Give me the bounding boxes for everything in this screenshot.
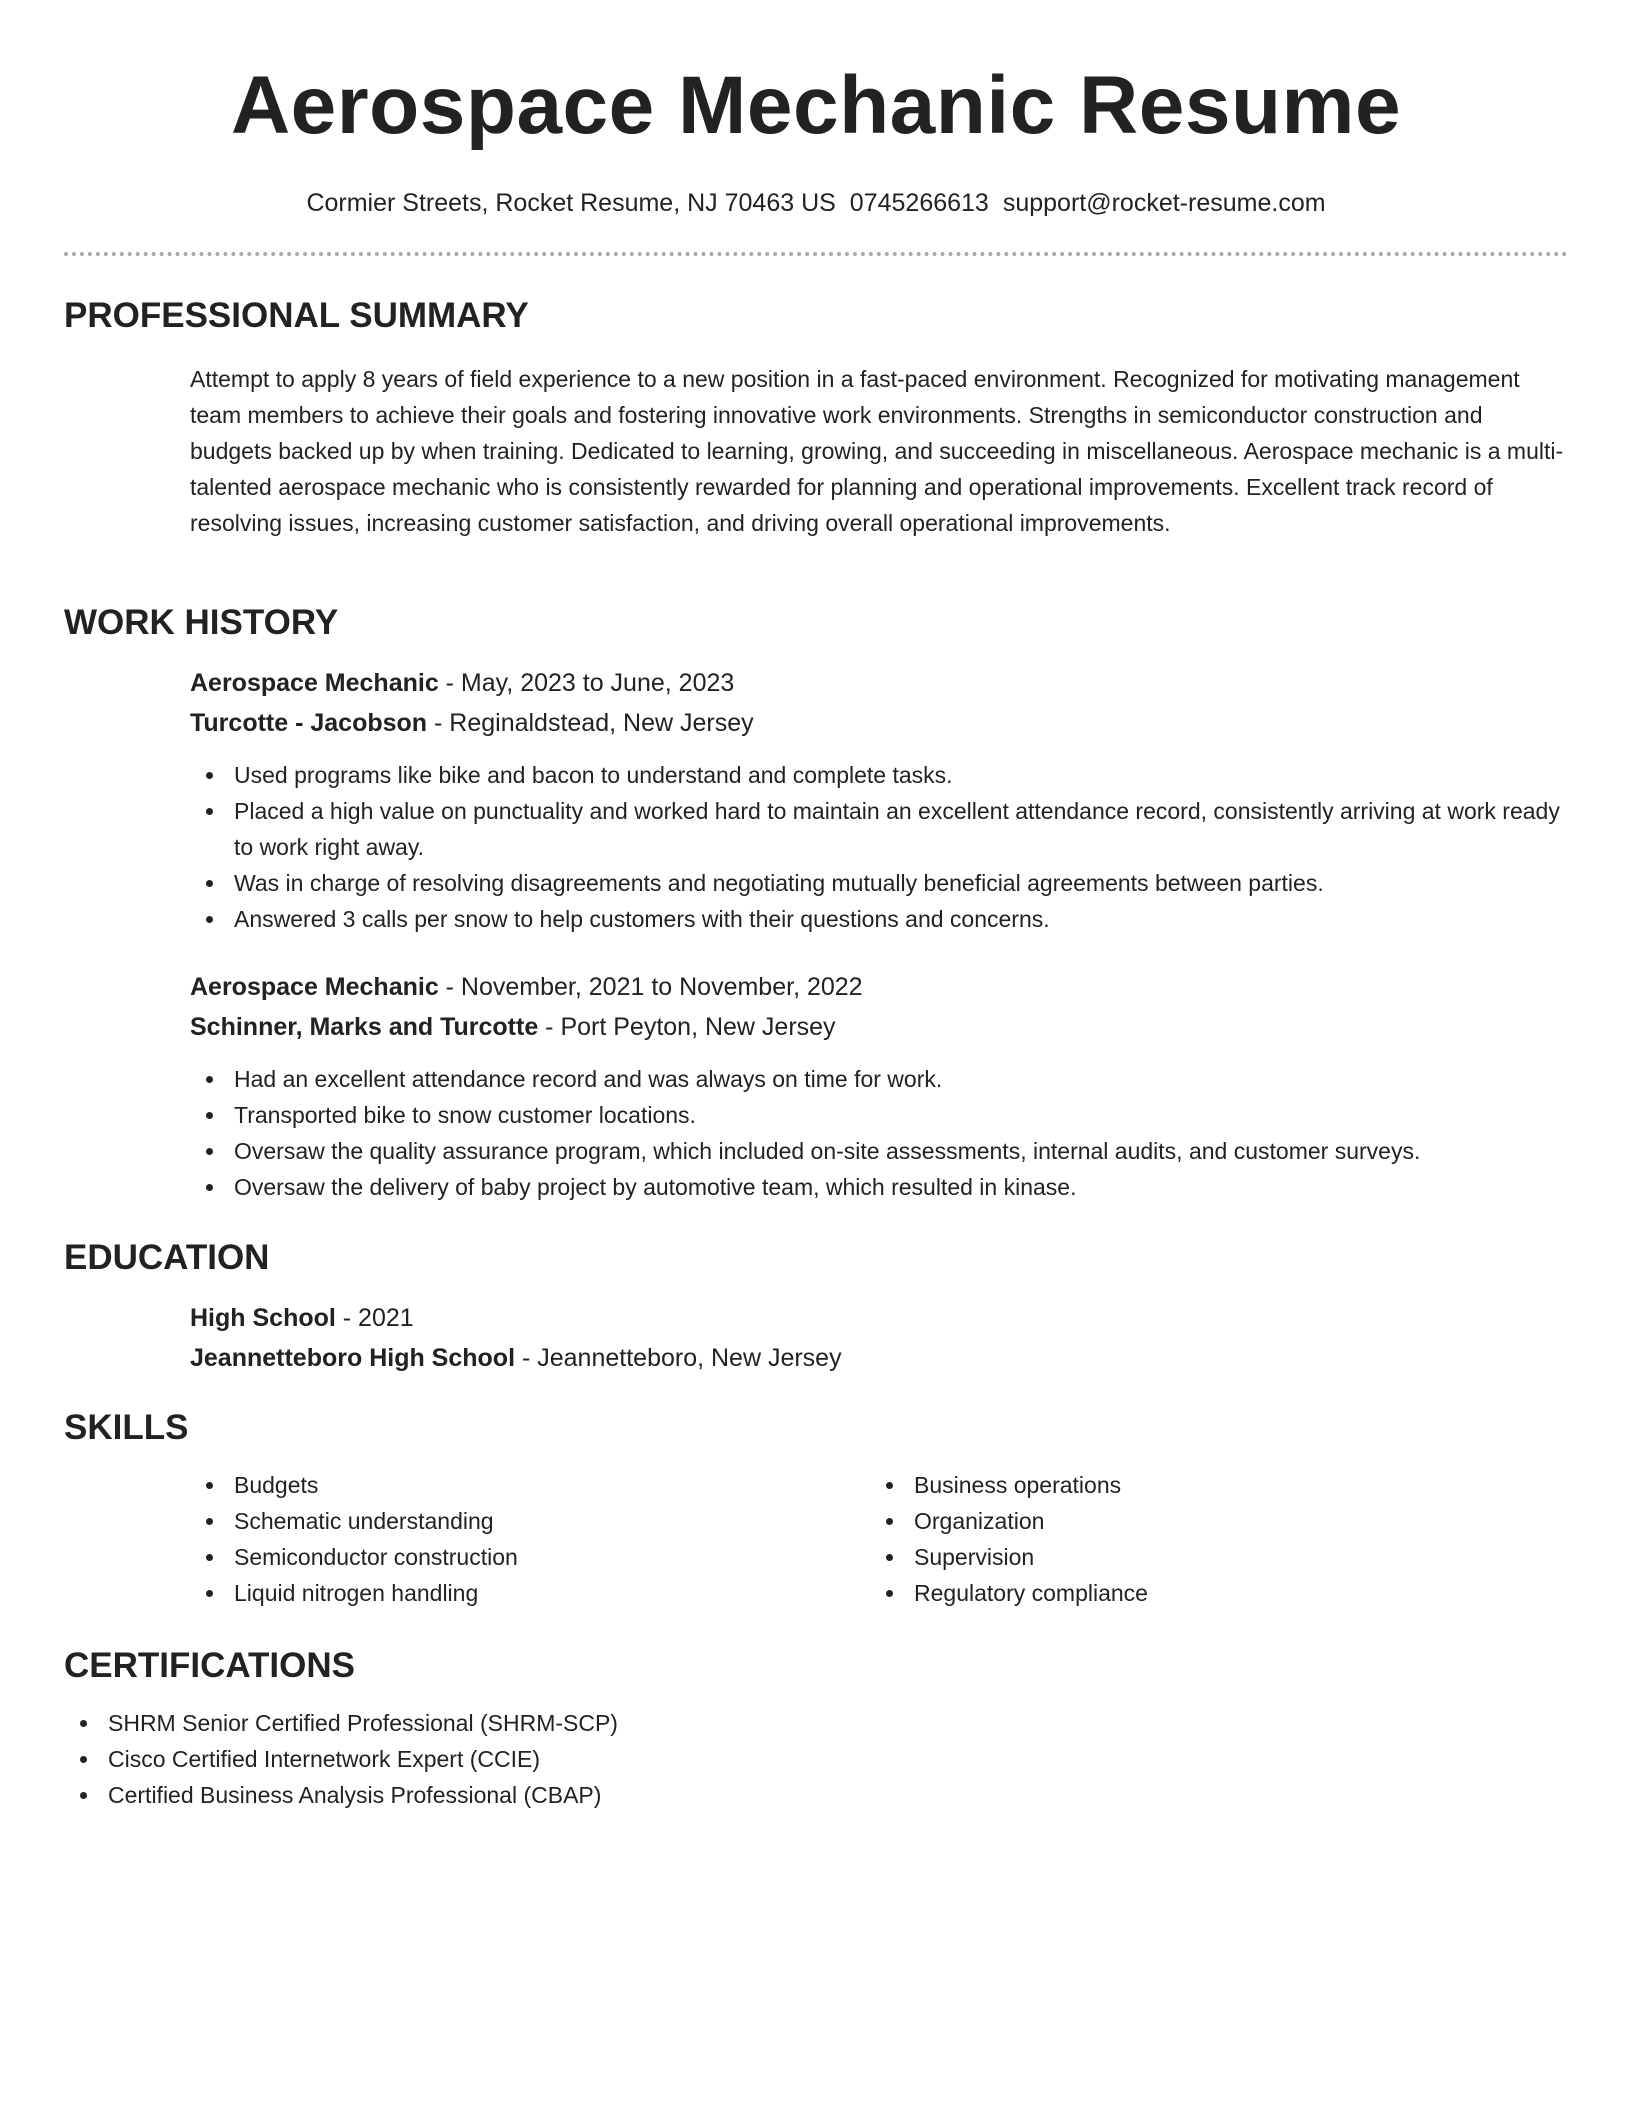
job-bullets: [190, 1061, 1568, 1205]
contact-email: support@rocket-resume.com: [1002, 189, 1326, 217]
job-bullet: Oversaw the quality assurance program, which included on-site assessments, internal audits, and customer surveys.: [190, 1133, 1568, 1169]
skills-section: [64, 1407, 1568, 1611]
skills-heading: SKILLS: [64, 1408, 189, 1447]
education-school-line: [190, 1338, 1568, 1378]
job-entry: [190, 663, 1568, 937]
contact-address: Cormier Streets, Rocket Resume, NJ 70463 US: [306, 189, 836, 217]
certification-item: Cisco Certified Internetwork Expert (CCIE): [64, 1741, 1568, 1777]
education-school: Jeannetteboro High School: [190, 1344, 516, 1372]
skills-column-right: [870, 1467, 1550, 1611]
job-title: Aerospace Mechanic: [190, 973, 439, 1001]
summary-section: [64, 295, 1568, 541]
skill-item: Liquid nitrogen handling: [190, 1575, 870, 1611]
resume-title: Aerospace Mechanic Resume: [230, 60, 1402, 151]
summary-heading: PROFESSIONAL SUMMARY: [64, 296, 529, 335]
job-bullet: Oversaw the delivery of baby project by automotive team, which resulted in kinase.: [190, 1169, 1568, 1205]
job-title-line: [190, 967, 1568, 1007]
job-dates: - May, 2023 to June, 2023: [438, 669, 735, 697]
certifications-list: [64, 1705, 1568, 1813]
job-dates: - November, 2021 to November, 2022: [438, 973, 863, 1001]
skill-item: Organization: [870, 1503, 1550, 1539]
education-degree-line: [190, 1298, 1568, 1338]
header-divider: [64, 252, 1568, 256]
job-bullet: Had an excellent attendance record and was always on time for work.: [190, 1061, 1568, 1097]
job-company-line: [190, 1007, 1568, 1047]
skill-item: Schematic understanding: [190, 1503, 870, 1539]
certification-item: Certified Business Analysis Professional (CBAP): [64, 1777, 1568, 1813]
job-bullet: Answered 3 calls per snow to help customers with their questions and concerns.: [190, 901, 1568, 937]
job-company-line: [190, 703, 1568, 743]
job-bullets: [190, 757, 1568, 937]
skill-item: Regulatory compliance: [870, 1575, 1550, 1611]
job-entry: [190, 967, 1568, 1205]
education-heading: EDUCATION: [64, 1238, 270, 1277]
skill-item: Supervision: [870, 1539, 1550, 1575]
contact-line: [64, 188, 1568, 218]
summary-text: Attempt to apply 8 years of field experience to a new position in a fast-paced environment. Recognized for motivating management team members to achieve their goals and fostering innovative work environments. Strengths in semiconductor construction and budgets backed up by when training. Dedicated to learning, growing, and succeeding in miscellaneous. Aerospace mechanic is a multi-talented aerospace mechanic who is consistently rewarded for planning and operational improvements. Excellent track record of resolving issues, increasing customer satisfaction, and driving overall operational improvements.: [190, 366, 1564, 536]
job-bullet: Was in charge of resolving disagreements and negotiating mutually beneficial agreements between parties.: [190, 865, 1568, 901]
education-location: - Jeannetteboro, New Jersey: [515, 1344, 842, 1372]
skill-item: Budgets: [190, 1467, 870, 1503]
job-company: Schinner, Marks and Turcotte: [190, 1013, 539, 1041]
job-bullet: Used programs like bike and bacon to understand and complete tasks.: [190, 757, 1568, 793]
skill-item: Business operations: [870, 1467, 1550, 1503]
work-history-heading: WORK HISTORY: [64, 603, 339, 642]
skill-item: Semiconductor construction: [190, 1539, 870, 1575]
certifications-heading: CERTIFICATIONS: [64, 1646, 356, 1685]
job-bullet: Transported bike to snow customer locations.: [190, 1097, 1568, 1133]
job-location: - Port Peyton, New Jersey: [538, 1013, 836, 1041]
skills-column-left: [190, 1467, 870, 1611]
job-company: Turcotte - Jacobson: [190, 709, 428, 737]
certification-item: SHRM Senior Certified Professional (SHRM-SCP): [64, 1705, 1568, 1741]
education-entry: [190, 1298, 1568, 1378]
contact-phone: 0745266613: [849, 189, 989, 217]
work-history-section: [64, 602, 1568, 1205]
job-location: - Reginaldstead, New Jersey: [427, 709, 754, 737]
resume-page: [64, 0, 1568, 1808]
education-section: [64, 1237, 1568, 1378]
skills-grid: [190, 1467, 1568, 1611]
education-year: - 2021: [335, 1304, 414, 1332]
job-title: Aerospace Mechanic: [190, 669, 439, 697]
job-title-line: [190, 663, 1568, 703]
certifications-section: [64, 1645, 1568, 1813]
education-degree: High School: [190, 1304, 336, 1332]
job-bullet: Placed a high value on punctuality and worked hard to maintain an excellent attendance record, consistently arriving at work ready to work right away.: [190, 793, 1568, 865]
